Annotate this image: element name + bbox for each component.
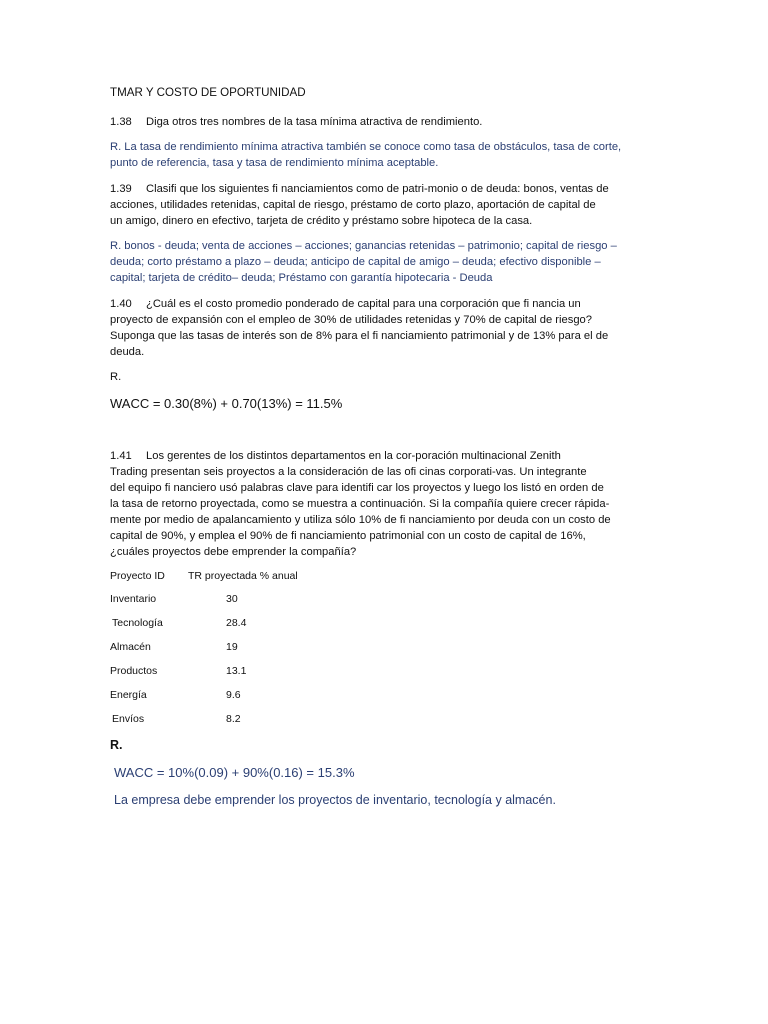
question-line: un amigo, dinero en efectivo, tarjeta de crédito y préstamo sobre hipoteca de la casa. bbox=[110, 215, 533, 227]
question-line: capital de 90%, y emplea el 90% de fi nanciamiento patrimonial con un costo de capital de 16%, bbox=[110, 530, 586, 542]
question-line bbox=[110, 448, 658, 464]
table-row bbox=[110, 617, 410, 633]
column-header: TR proyectada % anual bbox=[188, 570, 298, 582]
answer-line: deuda; corto préstamo a plazo – deuda; anticipo de capital de amigo – deuda; efectivo disponible – bbox=[110, 256, 601, 268]
project-rate: 8.2 bbox=[226, 713, 241, 725]
project-rate: 9.6 bbox=[226, 689, 241, 701]
question-1-41 bbox=[110, 448, 658, 560]
column-header: Proyecto ID bbox=[110, 570, 165, 582]
question-line: deuda. bbox=[110, 346, 145, 358]
answer-line: punto de referencia, tasa y tasa de rendimiento mínima aceptable. bbox=[110, 157, 439, 169]
question-text: ¿Cuál es el costo promedio ponderado de capital para una corporación que fi nancia un bbox=[146, 298, 581, 310]
answer-conclusion: La empresa debe emprender los proyectos de inventario, tecnología y almacén. bbox=[114, 793, 556, 807]
project-name: Envíos bbox=[112, 713, 145, 725]
project-rate: 30 bbox=[226, 593, 238, 605]
question-1-40 bbox=[110, 296, 658, 360]
question-line bbox=[110, 181, 658, 197]
question-line: la tasa de retorno proyectada, como se muestra a continuación. Si la compañía quiere crecer rápida- bbox=[110, 498, 610, 510]
answer-label: R. bbox=[110, 738, 123, 752]
question-text: Diga otros tres nombres de la tasa mínima atractiva de rendimiento. bbox=[146, 116, 483, 128]
answer-label: R. bbox=[110, 371, 122, 383]
question-number: 1.40 bbox=[110, 298, 132, 310]
table-row bbox=[110, 665, 410, 681]
question-text: Clasifi que los siguientes fi nanciamientos como de patri-monio o de deuda: bonos, ventas de bbox=[146, 183, 609, 195]
question-1-39 bbox=[110, 181, 658, 229]
question-line: ¿cuáles proyectos debe emprender la compañía? bbox=[110, 546, 357, 558]
project-rate: 28.4 bbox=[226, 617, 247, 629]
project-name: Inventario bbox=[110, 593, 157, 605]
question-line: Trading presentan seis proyectos a la consideración de las ofi cinas corporati-vas. Un integrante bbox=[110, 466, 587, 478]
question-line: Suponga que las tasas de interés son de 8% para el fi nanciamiento patrimonial y de 13% para el de bbox=[110, 330, 609, 342]
answer-line: R. La tasa de rendimiento mínima atractiva también se conoce como tasa de obstáculos, tasa de corte, bbox=[110, 141, 622, 153]
wacc-formula-1-40: WACC = 0.30(8%) + 0.70(13%) = 11.5% bbox=[110, 396, 343, 411]
question-1-38 bbox=[110, 114, 658, 130]
question-line: mente por medio de apalancamiento y utiliza sólo 10% de fi nanciamiento por deuda con un costo de bbox=[110, 514, 611, 526]
answer-1-38 bbox=[110, 139, 658, 171]
question-number: 1.39 bbox=[110, 183, 132, 195]
question-line: del equipo fi nanciero usó palabras clave para identifi car los proyectos y luego los listó en orden de bbox=[110, 482, 604, 494]
answer-1-39 bbox=[110, 238, 658, 286]
project-rate: 13.1 bbox=[226, 665, 247, 677]
wacc-formula-1-41: WACC = 10%(0.09) + 90%(0.16) = 15.3% bbox=[114, 765, 355, 780]
project-name: Tecnología bbox=[112, 617, 163, 629]
question-number: 1.41 bbox=[110, 450, 132, 462]
document-title: TMAR Y COSTO DE OPORTUNIDAD bbox=[110, 86, 306, 99]
question-line bbox=[110, 296, 658, 312]
question-number: 1.38 bbox=[110, 116, 132, 128]
question-text: Los gerentes de los distintos departamentos en la cor-poración multinacional Zenith bbox=[146, 450, 561, 462]
table-row bbox=[110, 689, 410, 705]
answer-line: capital; tarjeta de crédito– deuda; Préstamo con garantía hipotecaria - Deuda bbox=[110, 272, 493, 284]
question-line: acciones, utilidades retenidas, capital de riesgo, préstamo de corto plazo, aportación de capital de bbox=[110, 199, 596, 211]
question-line: proyecto de expansión con el empleo de 30% de utilidades retenidas y 70% de capital de riesgo? bbox=[110, 314, 593, 326]
project-rate: 19 bbox=[226, 641, 238, 653]
table-row bbox=[110, 713, 410, 729]
project-name: Energía bbox=[110, 689, 147, 701]
project-name: Productos bbox=[110, 665, 158, 677]
table-header bbox=[110, 570, 410, 586]
project-name: Almacén bbox=[110, 641, 151, 653]
table-row bbox=[110, 593, 410, 609]
table-row bbox=[110, 641, 410, 657]
answer-line: R. bonos - deuda; venta de acciones – acciones; ganancias retenidas – patrimonio; capital de riesgo – bbox=[110, 240, 617, 252]
